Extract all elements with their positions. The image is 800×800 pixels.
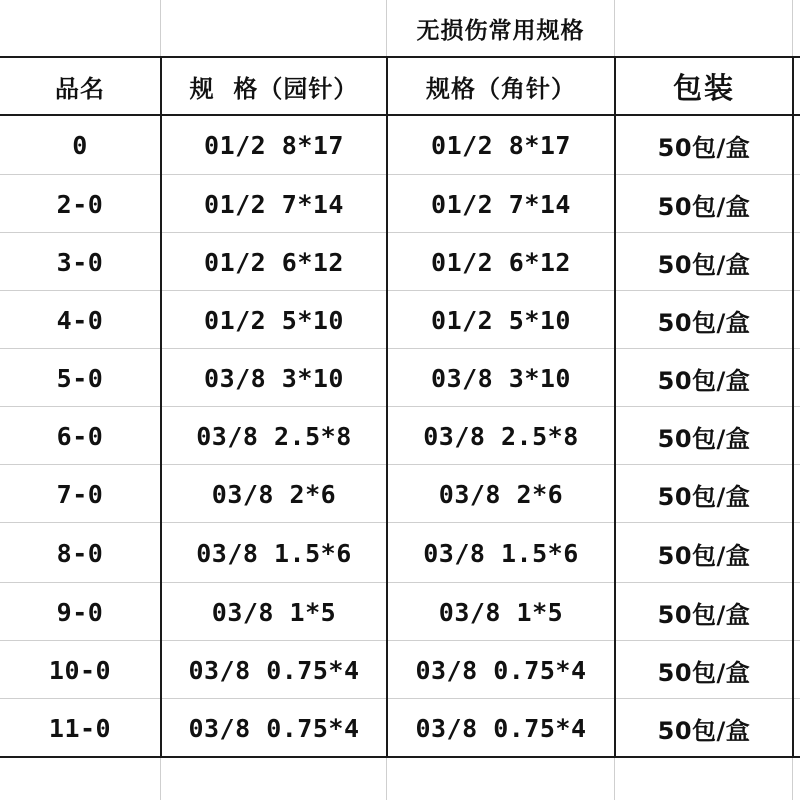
cell-package[interactable]: 50包/盒 bbox=[657, 482, 751, 511]
cell-name[interactable]: 10-0 bbox=[48, 655, 112, 685]
cell-package[interactable]: 50包/盒 bbox=[657, 133, 751, 162]
header-spec-angle[interactable]: 规格（角针） bbox=[426, 74, 576, 103]
cell-spec-round[interactable]: 03/8 0.75*4 bbox=[188, 713, 360, 743]
cell-spec-round[interactable]: 01/2 8*17 bbox=[204, 130, 344, 160]
cell-package[interactable]: 50包/盒 bbox=[657, 658, 751, 687]
cell-spec-round[interactable]: 01/2 6*12 bbox=[204, 247, 344, 277]
cell-package[interactable]: 50包/盒 bbox=[657, 600, 751, 629]
cell-name[interactable]: 0 bbox=[72, 130, 88, 160]
cell-package[interactable]: 50包/盒 bbox=[657, 308, 751, 337]
grid-line bbox=[0, 640, 800, 641]
grid-line bbox=[160, 758, 161, 800]
cell-spec-round[interactable]: 03/8 2*6 bbox=[211, 479, 337, 509]
cell-package[interactable]: 50包/盒 bbox=[657, 716, 751, 745]
cell-spec-angle[interactable]: 01/2 5*10 bbox=[431, 305, 571, 335]
header-name[interactable]: 品名 bbox=[55, 74, 105, 103]
cell-name[interactable]: 11-0 bbox=[48, 713, 112, 743]
cell-spec-round[interactable]: 03/8 2.5*8 bbox=[196, 421, 352, 451]
cell-spec-round[interactable]: 01/2 5*10 bbox=[204, 305, 344, 335]
grid-line bbox=[614, 758, 615, 800]
grid-line bbox=[614, 0, 615, 56]
grid-line bbox=[0, 290, 800, 291]
border-line bbox=[0, 756, 800, 758]
cell-spec-round[interactable]: 01/2 7*14 bbox=[204, 189, 344, 219]
cell-package[interactable]: 50包/盒 bbox=[657, 366, 751, 395]
cell-spec-round[interactable]: 03/8 1*5 bbox=[211, 597, 337, 627]
cell-spec-angle[interactable]: 01/2 8*17 bbox=[431, 130, 571, 160]
cell-name[interactable]: 4-0 bbox=[56, 305, 104, 335]
cell-package[interactable]: 50包/盒 bbox=[657, 541, 751, 570]
cell-spec-angle[interactable]: 03/8 1*5 bbox=[438, 597, 564, 627]
table-title[interactable]: 无损伤常用规格 bbox=[416, 17, 585, 44]
cell-name[interactable]: 9-0 bbox=[56, 597, 104, 627]
grid-line bbox=[160, 0, 161, 56]
cell-name[interactable]: 3-0 bbox=[56, 247, 104, 277]
cell-spec-angle[interactable]: 01/2 7*14 bbox=[431, 189, 571, 219]
header-package[interactable]: 包装 bbox=[672, 70, 735, 105]
grid-line bbox=[0, 174, 800, 175]
cell-name[interactable]: 6-0 bbox=[56, 421, 104, 451]
header-spec-round[interactable]: 规 格（园针） bbox=[189, 74, 359, 103]
cell-spec-round[interactable]: 03/8 0.75*4 bbox=[188, 655, 360, 685]
border-line bbox=[792, 56, 794, 758]
cell-spec-round[interactable]: 03/8 1.5*6 bbox=[196, 538, 352, 568]
cell-package[interactable]: 50包/盒 bbox=[657, 250, 751, 279]
grid-line bbox=[0, 232, 800, 233]
cell-spec-angle[interactable]: 03/8 1.5*6 bbox=[423, 538, 579, 568]
cell-spec-angle[interactable]: 03/8 3*10 bbox=[431, 363, 571, 393]
cell-package[interactable]: 50包/盒 bbox=[657, 424, 751, 453]
grid-line bbox=[0, 348, 800, 349]
grid-line bbox=[386, 758, 387, 800]
cell-spec-angle[interactable]: 03/8 0.75*4 bbox=[415, 713, 587, 743]
cell-name[interactable]: 7-0 bbox=[56, 479, 104, 509]
grid-line bbox=[0, 698, 800, 699]
cell-spec-round[interactable]: 03/8 3*10 bbox=[204, 363, 344, 393]
grid-line bbox=[0, 464, 800, 465]
cell-name[interactable]: 5-0 bbox=[56, 363, 104, 393]
cell-spec-angle[interactable]: 03/8 2*6 bbox=[438, 479, 564, 509]
grid-line bbox=[0, 522, 800, 523]
cell-spec-angle[interactable]: 03/8 2.5*8 bbox=[423, 421, 579, 451]
cell-spec-angle[interactable]: 03/8 0.75*4 bbox=[415, 655, 587, 685]
cell-name[interactable]: 2-0 bbox=[56, 189, 104, 219]
cell-spec-angle[interactable]: 01/2 6*12 bbox=[431, 247, 571, 277]
cell-name[interactable]: 8-0 bbox=[56, 538, 104, 568]
grid-line bbox=[0, 406, 800, 407]
cell-package[interactable]: 50包/盒 bbox=[657, 192, 751, 221]
grid-line bbox=[0, 582, 800, 583]
grid-line bbox=[792, 0, 793, 56]
grid-line bbox=[792, 758, 793, 800]
